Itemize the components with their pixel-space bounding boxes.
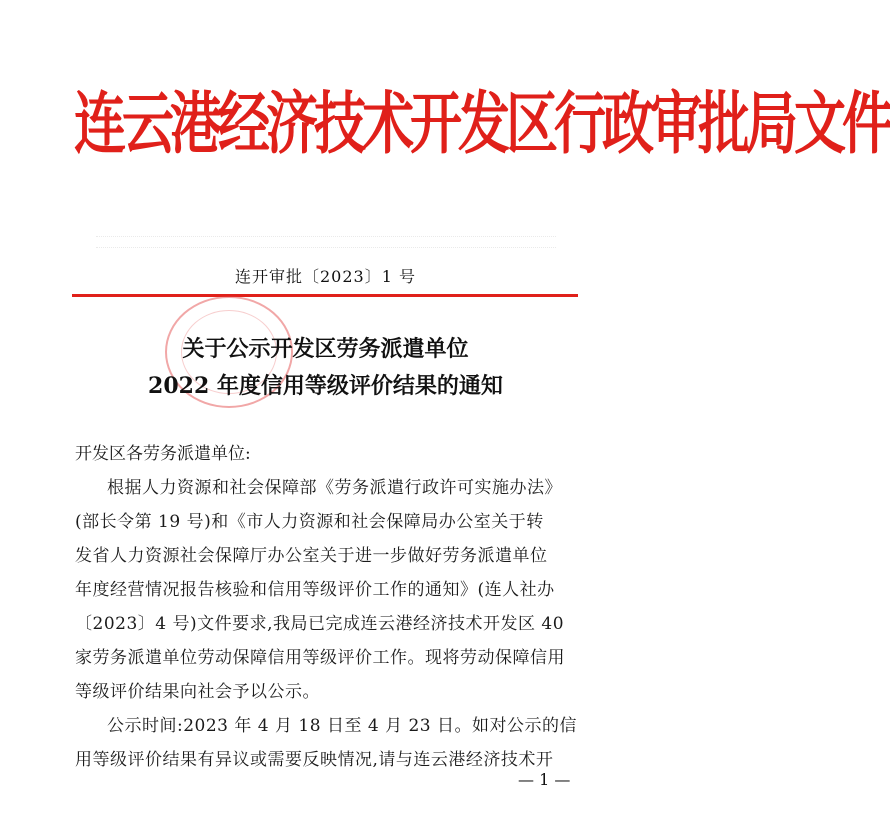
- notice-title-line-1: 关于公示开发区劳务派遣单位: [182, 336, 469, 362]
- document-number: 连开审批〔2023〕1 号: [235, 267, 416, 286]
- paragraph1-line: 〔2023〕4 号)文件要求,我局已完成连云港经济技术开发区 40: [75, 614, 565, 634]
- paragraph1-line: 等级评价结果向社会予以公示。: [75, 682, 320, 702]
- notice-title-line-2: 2022 年度信用等级评价结果的通知: [148, 373, 503, 399]
- paragraph1-line: 家劳务派遣单位劳动保障信用等级评价工作。现将劳动保障信用: [75, 648, 565, 668]
- bleed-through-decoration: [96, 236, 556, 248]
- salutation: 开发区各劳务派遣单位:: [75, 444, 251, 464]
- paragraph2-line: 公示时间:2023 年 4 月 18 日至 4 月 23 日。如对公示的信: [107, 716, 578, 736]
- issuer-masthead: 连云港经济技术开发区行政审批局文件: [74, 84, 890, 164]
- paragraph1-line: (部长令第 19 号)和《市人力资源和社会保障局办公室关于转: [75, 512, 544, 532]
- red-separator-rule: [72, 294, 578, 297]
- page-number: — 1 —: [518, 770, 571, 789]
- paragraph1-line: 根据人力资源和社会保障部《劳务派遣行政许可实施办法》: [107, 478, 562, 498]
- paragraph1-line: 年度经营情况报告核验和信用等级评价工作的通知》(连人社办: [75, 580, 555, 600]
- paragraph2-line: 用等级评价结果有异议或需要反映情况,请与连云港经济技术开: [75, 750, 554, 770]
- paragraph1-line: 发省人力资源社会保障厅办公室关于进一步做好劳务派遣单位: [75, 546, 548, 566]
